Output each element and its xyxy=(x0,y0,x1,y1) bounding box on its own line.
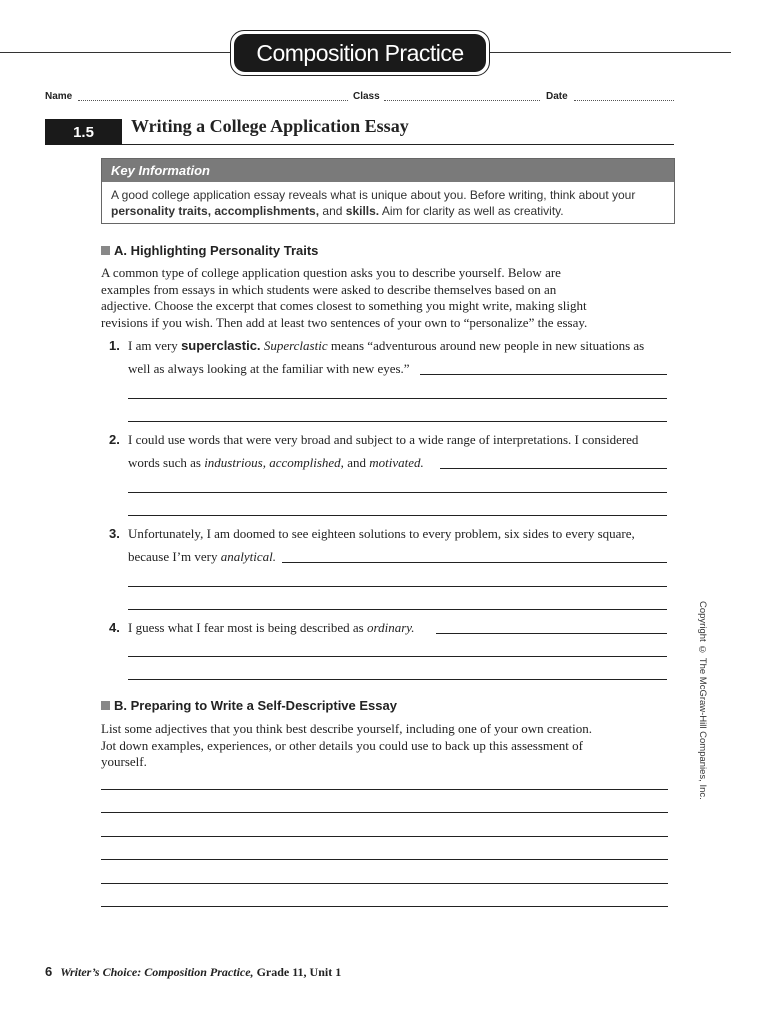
item-3-line-2 xyxy=(128,549,276,565)
answer-line[interactable] xyxy=(128,586,667,587)
answer-line[interactable] xyxy=(436,633,667,634)
item-2-line-2 xyxy=(128,455,424,471)
section-a-heading-text: A. Highlighting Personality Traits xyxy=(114,243,319,258)
answer-line[interactable] xyxy=(282,562,667,563)
answer-line[interactable] xyxy=(128,421,667,422)
answer-line[interactable] xyxy=(101,859,668,860)
answer-line[interactable] xyxy=(128,609,667,610)
answer-line[interactable] xyxy=(101,789,668,790)
square-bullet-icon xyxy=(101,246,110,255)
section-a-intro-line: adjective. Choose the excerpt that comes closest to something you might write, making slight xyxy=(101,298,587,313)
item-2-line-1: I could use words that were very broad and subject to a wide range of interpretations. I considered xyxy=(128,432,639,447)
banner xyxy=(230,30,490,76)
item-1-italic: Superclastic xyxy=(263,338,328,353)
item-2-text-and: and xyxy=(343,455,370,470)
lesson-rule xyxy=(122,144,674,145)
section-a-intro-line: examples from essays in which students were asked to describe themselves based on an xyxy=(101,281,557,297)
key-info-text-2: and xyxy=(319,204,346,218)
item-3-line-1: Unfortunately, I am doomed to see eighteen solutions to every problem, six sides to every square, xyxy=(128,526,635,541)
key-information-box xyxy=(101,158,675,224)
name-field[interactable] xyxy=(78,100,348,101)
section-b-intro-line: Jot down examples, experiences, or other details you could use to back up this assessment of xyxy=(101,737,583,753)
item-1-line-2: well as always looking at the familiar with new eyes.” xyxy=(128,361,410,376)
answer-line[interactable] xyxy=(128,656,667,657)
page-number: 6 xyxy=(45,964,53,979)
item-1-text-rest: means “adventurous around new people in new situations as xyxy=(327,338,645,353)
section-a-intro xyxy=(101,265,676,331)
lesson-title: Writing a College Application Essay xyxy=(131,116,409,136)
square-bullet-icon xyxy=(101,701,110,710)
key-information-heading: Key Information xyxy=(102,159,674,182)
section-b-heading xyxy=(101,698,397,713)
item-number: 4. xyxy=(109,620,120,635)
copyright-notice: Copyright © The McGraw-Hill Companies, Inc. xyxy=(697,601,708,800)
answer-line[interactable] xyxy=(128,679,667,680)
section-a-intro-line: A common type of college application question asks you to describe yourself. Below are xyxy=(101,265,561,280)
answer-line[interactable] xyxy=(101,883,668,884)
answer-line[interactable] xyxy=(101,836,668,837)
page-footer xyxy=(45,964,341,980)
item-1-line-1 xyxy=(128,338,644,354)
item-1-text: I am very xyxy=(128,338,182,353)
class-label: Class xyxy=(353,91,380,102)
section-b-intro-line: yourself. xyxy=(101,754,147,769)
key-info-text-3: Aim for clarity as well as creativity. xyxy=(379,204,564,218)
item-2-italic-2: motivated. xyxy=(369,455,424,470)
item-4-line-1 xyxy=(128,620,415,636)
key-information-text xyxy=(111,187,666,219)
item-number: 3. xyxy=(109,526,120,541)
section-b-heading-text: B. Preparing to Write a Self-Descriptive Essay xyxy=(114,698,397,713)
item-4-italic: ordinary. xyxy=(367,620,415,635)
item-number: 1. xyxy=(109,338,120,353)
answer-line[interactable] xyxy=(128,492,667,493)
answer-line[interactable] xyxy=(128,515,667,516)
item-3-text: because I’m very xyxy=(128,549,221,564)
lesson-number-badge: 1.5 xyxy=(45,119,122,145)
name-label: Name xyxy=(45,91,73,102)
item-1-keyword: superclastic. xyxy=(181,338,261,353)
date-field[interactable] xyxy=(574,100,674,101)
answer-line[interactable] xyxy=(101,812,668,813)
answer-line[interactable] xyxy=(128,398,667,399)
key-info-bold-1: personality traits, accomplishments, xyxy=(111,204,320,218)
class-field[interactable] xyxy=(384,100,540,101)
date-label: Date xyxy=(546,91,568,102)
answer-line[interactable] xyxy=(440,468,667,469)
item-2-text: words such as xyxy=(128,455,205,470)
book-grade-unit: Grade 11, Unit 1 xyxy=(253,965,342,979)
item-4-text: I guess what I fear most is being described as xyxy=(128,620,367,635)
item-2-italic: industrious, accomplished, xyxy=(204,455,344,470)
section-b-intro-line: List some adjectives that you think best describe yourself, including one of your own creation. xyxy=(101,721,592,736)
answer-line[interactable] xyxy=(101,906,668,907)
answer-line[interactable] xyxy=(420,374,667,375)
book-title: Writer’s Choice: Composition Practice, xyxy=(60,965,254,979)
section-a-heading xyxy=(101,243,318,258)
item-number: 2. xyxy=(109,432,120,447)
banner-title: Composition Practice xyxy=(234,34,486,72)
section-b-intro xyxy=(101,721,676,771)
item-3-italic: analytical. xyxy=(220,549,277,564)
key-info-bold-2: skills. xyxy=(345,204,380,218)
key-info-text-1: A good college application essay reveals what is unique about you. Before writing, think about your xyxy=(111,188,636,202)
section-a-intro-line: revisions if you wish. Then add at least two sentences of your own to “personalize” the essay. xyxy=(101,314,588,330)
